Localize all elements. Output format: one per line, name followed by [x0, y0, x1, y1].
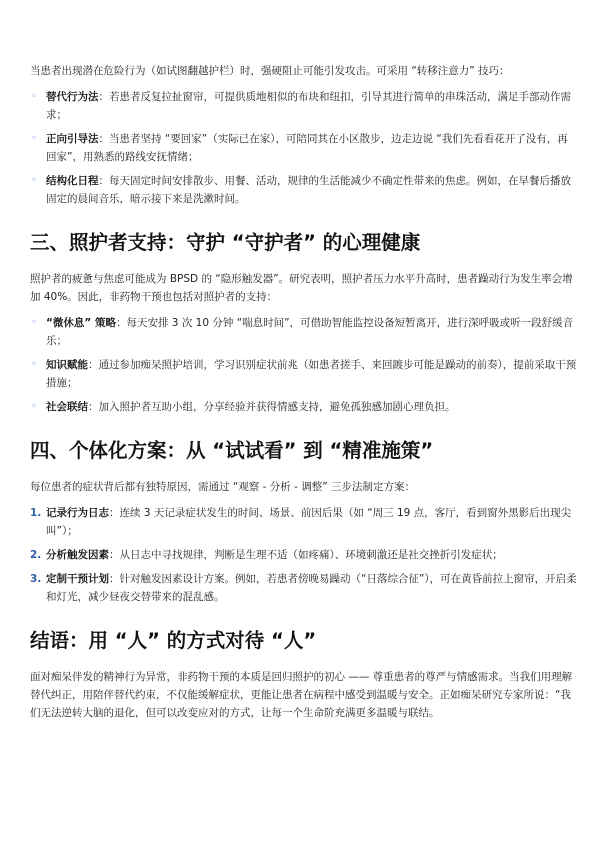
document-page — [30, 62, 578, 722]
list-item — [30, 570, 578, 606]
section-4-list — [30, 504, 578, 606]
item-label: 正向引导法 — [46, 133, 99, 145]
item-text: ：每天固定时间安排散步、用餐、活动，规律的生活能减少不确定性带来的焦虑。例如，在早餐后播放固定的晨间音乐，暗示接下来是洗漱时间。 — [46, 175, 571, 205]
bullet-icon: ◦ — [31, 133, 37, 144]
item-text: ：加入照护者互助小组，分享经验并获得情感支持，避免孤独感加剧心理负担。 — [88, 401, 456, 413]
bullet-icon: ◦ — [31, 175, 37, 186]
item-number: 2. — [30, 549, 42, 561]
item-text: ：连续 3 天记录症状发生的时间、场景、前因后果（如 “周三 19 点，客厅，看到窗外黑影后出现尖叫”）； — [46, 507, 572, 537]
item-text: ：针对触发因素设计方案。例如，若患者傍晚易躁动（“日落综合征”），可在黄昏前拉上窗帘，开启柔和灯光，减少昼夜交替带来的混乱感。 — [46, 573, 577, 603]
item-number: 3. — [30, 573, 42, 585]
item-label: 记录行为日志 — [46, 507, 109, 519]
item-label: 结构化日程 — [46, 175, 99, 187]
list-item — [30, 314, 578, 350]
section-3-lead: 照护者的疲惫与焦虑可能成为 BPSD 的 “隐形触发器”。研究表明，照护者压力水平升高时，患者躁动行为发生率会增加 40%。因此，非药物干预也包括对照护者的支持： — [30, 273, 573, 303]
item-text: ：若患者反复拉扯窗帘，可提供质地相似的布块和纽扣，引导其进行简单的串珠活动，满足手部动作需求； — [46, 91, 571, 121]
item-label: 定制干预计划 — [46, 573, 109, 585]
item-number: 1. — [30, 507, 42, 519]
intro-paragraph: 当患者出现潜在危险行为（如试图翻越护栏）时，强硬阻止可能引发攻击。可采用 “转移注意力” 技巧： — [30, 65, 510, 77]
bullet-icon: ◦ — [31, 359, 37, 370]
item-label: 替代行为法 — [46, 91, 99, 103]
conclusion-paragraph: 面对痴呆伴发的精神行为异常，非药物干预的本质是回归照护的初心 —— 尊重患者的尊严与情感需求。当我们用理解替代纠正，用陪伴替代约束，不仅能缓解症状，更能让患者在病程中感受到温暖与安全。正如痴呆研究专家所说：“我们无法逆转大脑的退化，但可以改变应对的方式，让每一个生命阶充满更多温暖与联结。 — [30, 671, 573, 719]
bullet-icon: ◦ — [31, 317, 37, 328]
list-item — [30, 546, 578, 564]
list-item — [30, 398, 578, 416]
section-4-heading: 四、个体化方案：从 “试试看” 到 “精准施策” — [30, 439, 434, 462]
list-item — [30, 88, 578, 124]
list-item — [30, 356, 578, 392]
section-4-lead: 每位患者的症状背后都有独特原因，需通过 “观察 - 分析 - 调整” 三步法制定方案： — [30, 481, 415, 493]
item-text: ：当患者坚持 “要回家”（实际已在家），可陪同其在小区散步，边走边说 “我们先看看花开了没有，再回家”，用熟悉的路线安抚情绪； — [46, 133, 568, 163]
intro-list — [30, 88, 578, 208]
item-text: ：每天安排 3 次 10 分钟 “喘息时间”，可借助智能监控设备短暂离开，进行深呼吸或听一段舒缓音乐； — [46, 317, 574, 347]
item-label: 知识赋能 — [46, 359, 88, 371]
list-item — [30, 130, 578, 166]
item-label: 社会联结 — [46, 401, 88, 413]
section-3-list — [30, 314, 578, 416]
conclusion-heading: 结语：用 “人” 的方式对待 “人” — [30, 629, 317, 652]
bullet-icon: ◦ — [31, 91, 37, 102]
bullet-icon: ◦ — [31, 401, 37, 412]
item-label: 分析触发因素 — [46, 549, 109, 561]
item-text: ：从日志中寻找规律，判断是生理不适（如疼痛）、环境刺激还是社交挫折引发症状； — [109, 549, 503, 561]
item-text: ：通过参加痴呆照护培训，学习识别症状前兆（如患者搓手、来回踱步可能是躁动的前奏），提前采取干预措施； — [46, 359, 577, 389]
section-3-heading: 三、照护者支持：守护 “守护者” 的心理健康 — [30, 231, 421, 254]
list-item — [30, 504, 578, 540]
item-label: “微休息” 策略 — [46, 317, 116, 329]
list-item — [30, 172, 578, 208]
